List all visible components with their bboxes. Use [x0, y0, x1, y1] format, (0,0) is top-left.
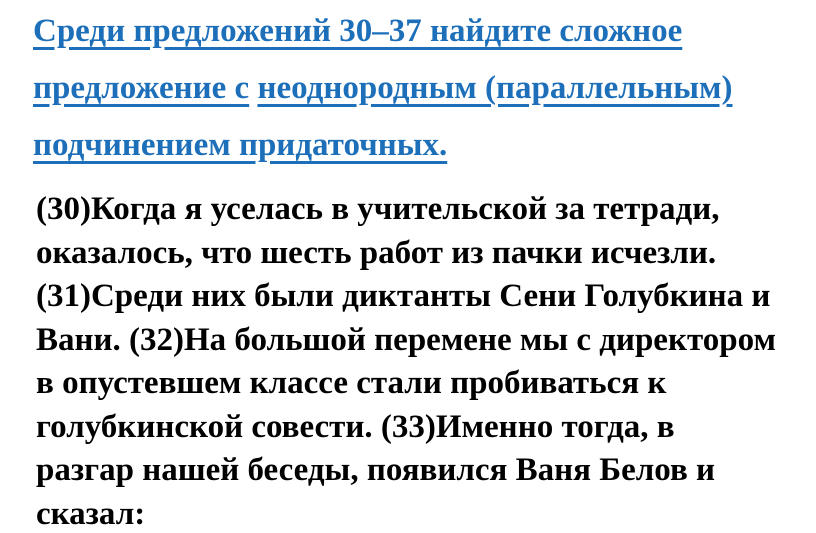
passage-line: (30)Когда я уселась в учительской за тетради, [36, 191, 720, 227]
task-title [0, 0, 816, 174]
task-title-line-3 [33, 117, 816, 174]
passage-line: (31)Среди них были диктанты Сени Голубкина и [36, 278, 771, 314]
passage-line: разгар нашей беседы, появился Ваня Белов и [36, 452, 716, 488]
task-title-underlined-segment: неоднородным (параллельным) [257, 70, 733, 106]
passage-line: оказалось, что шесть работ из пачки исчезли. [36, 234, 717, 271]
passage-line: Вани. (32)На большой перемене мы с директором [36, 321, 776, 358]
task-title-line-2 [33, 60, 816, 117]
task-title-underlined-segment: предложение с [33, 70, 250, 106]
task-title-line-1 [33, 3, 816, 60]
passage-line: голубкинской совести. (33)Именно тогда, в [36, 408, 675, 445]
task-title-underlined-segment: подчинением придаточных. [33, 127, 448, 163]
passage-text [0, 174, 816, 533]
task-title-underlined-segment: Среди предложений 30–37 найдите сложное [33, 13, 683, 49]
passage-line: в опустевшем классе стали пробиваться к [36, 365, 667, 401]
passage-line: сказал: [36, 495, 146, 532]
